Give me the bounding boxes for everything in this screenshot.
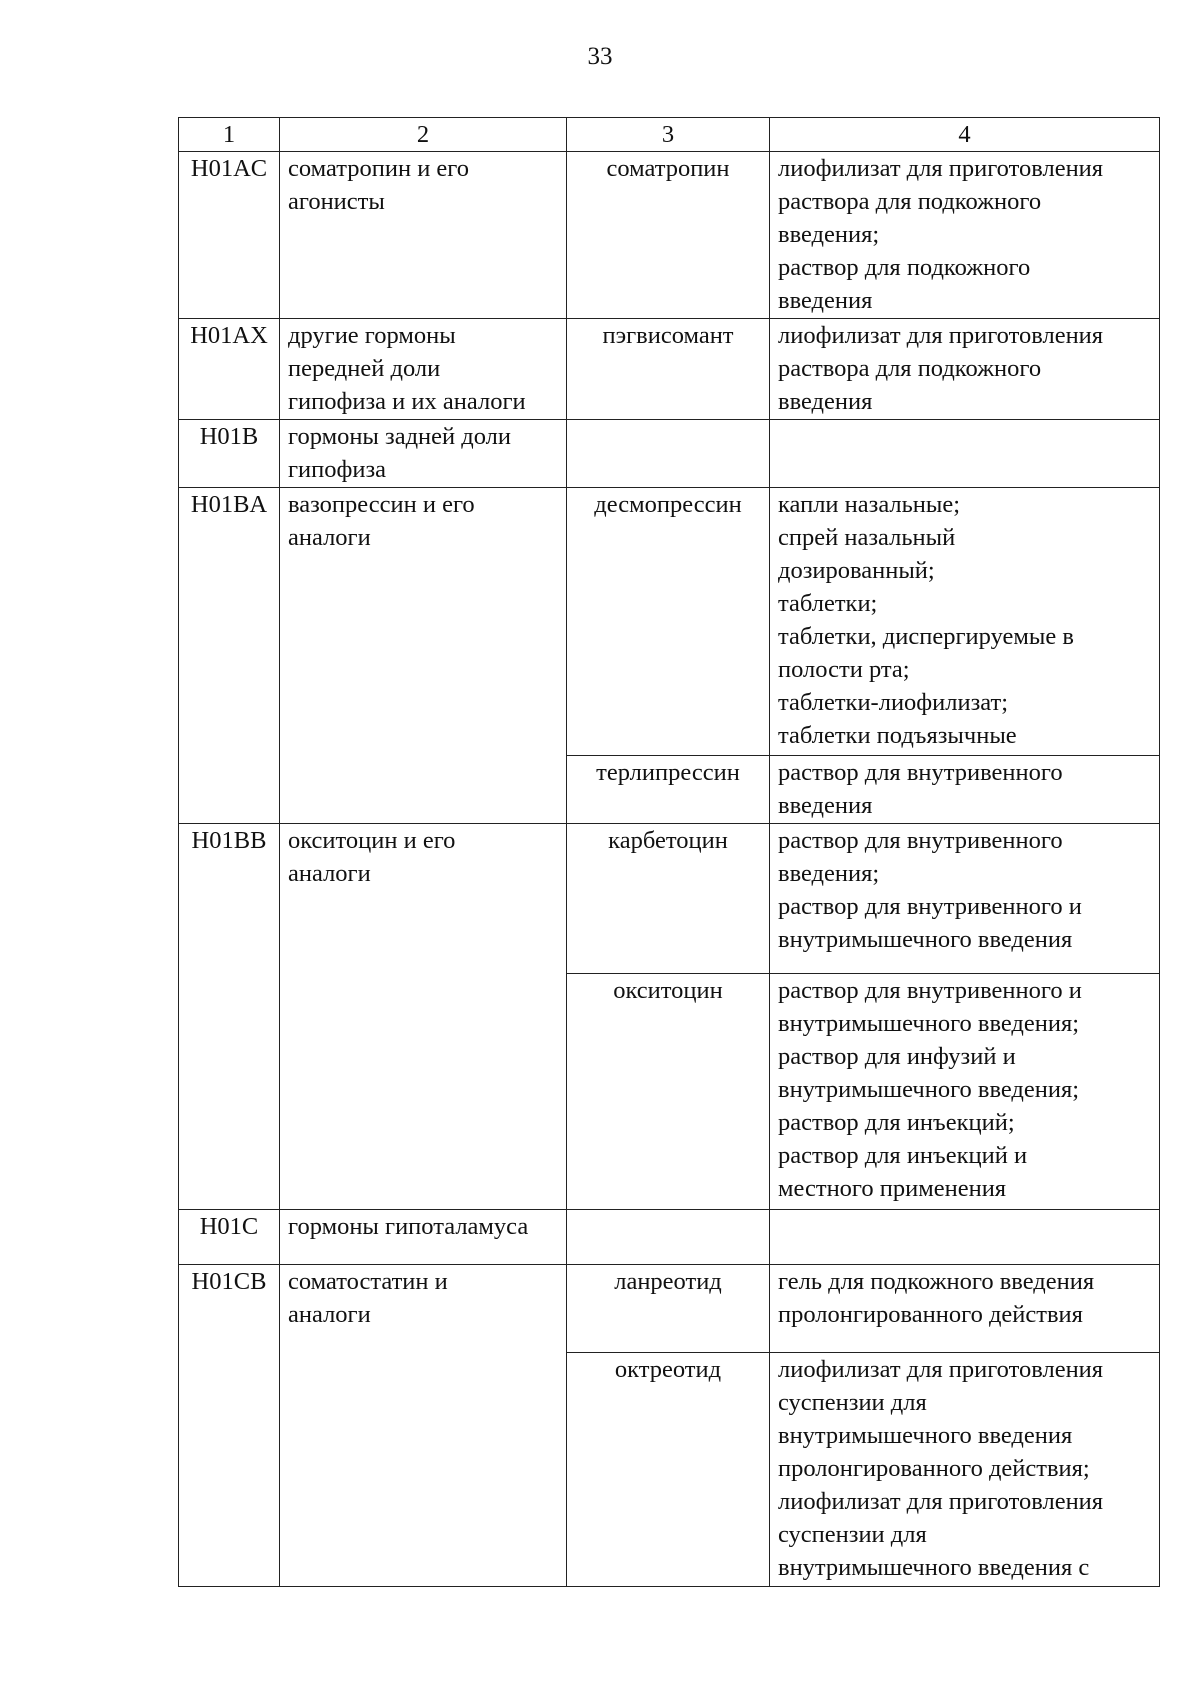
atc-code-cell: H01BA (179, 488, 280, 824)
dosage-form-cell (770, 152, 1160, 319)
text-line: введения; (778, 860, 880, 887)
atc-code-cell: H01BB (179, 824, 280, 1210)
dosage-form-cell (770, 1353, 1160, 1587)
text-line: гормоны гипоталамуса (288, 1213, 529, 1240)
group-name-cell (280, 420, 567, 488)
text-line: суспензии для (778, 1521, 927, 1548)
atc-code-cell: H01AC (179, 152, 280, 319)
text-line: лиофилизат для приготовления (778, 155, 1104, 182)
text-line: введения; (778, 221, 880, 248)
drug-name-cell (567, 1210, 770, 1265)
atc-code-cell: H01C (179, 1210, 280, 1265)
text-line: соматостатин и (288, 1268, 448, 1295)
text-line: аналоги (288, 860, 371, 887)
dosage-form-cell (770, 756, 1160, 824)
text-line: спрей назальный (778, 524, 956, 551)
atc-code-cell: H01B (179, 420, 280, 488)
dosage-form-cell (770, 488, 1160, 756)
text-line: гипофиза (288, 456, 387, 483)
atc-code-cell: H01AX (179, 319, 280, 420)
group-name-cell (280, 488, 567, 824)
table-row (179, 319, 1160, 420)
text-line: внутримышечного введения; (778, 1010, 1080, 1037)
dosage-form-cell (770, 420, 1160, 488)
text-line: окситоцин и его (288, 827, 456, 854)
table-row (179, 824, 1160, 974)
text-line: таблетки; (778, 590, 878, 617)
text-line: введения (778, 792, 873, 819)
text-line: раствор для инъекций и (778, 1142, 1028, 1169)
atc-code-cell: H01CB (179, 1265, 280, 1587)
group-name-cell (280, 152, 567, 319)
text-line: лиофилизат для приготовления (778, 322, 1104, 349)
table-row (179, 152, 1160, 319)
text-line: аналоги (288, 524, 371, 551)
text-line: раствор для подкожного (778, 254, 1031, 281)
text-line: внутримышечного введения (778, 926, 1073, 953)
group-name-cell (280, 824, 567, 1210)
table-header-row (179, 118, 1160, 152)
text-line: таблетки-лиофилизат; (778, 689, 1009, 716)
drug-name-cell: октреотид (567, 1353, 770, 1587)
table-row (179, 420, 1160, 488)
text-line: таблетки, диспергируемые в (778, 623, 1074, 650)
text-line: вазопрессин и его (288, 491, 475, 518)
text-line: соматропин и его (288, 155, 469, 182)
table-row (179, 488, 1160, 756)
dosage-form-cell (770, 1210, 1160, 1265)
text-line: передней доли (288, 355, 441, 382)
drug-name-cell: ланреотид (567, 1265, 770, 1353)
text-line: аналоги (288, 1301, 371, 1328)
text-line: дозированный; (778, 557, 935, 584)
dosage-form-cell (770, 824, 1160, 974)
text-line: таблетки подъязычные (778, 722, 1017, 749)
text-line: пролонгированного действия; (778, 1455, 1090, 1482)
text-line: местного применения (778, 1175, 1007, 1202)
text-line: раствор для инфузий и (778, 1043, 1016, 1070)
text-line: введения (778, 287, 873, 314)
text-line: введения (778, 388, 873, 415)
drug-name-cell: десмопрессин (567, 488, 770, 756)
header-cell: 4 (770, 118, 1160, 152)
text-line: другие гормоны (288, 322, 456, 349)
text-line: внутримышечного введения с (778, 1554, 1090, 1581)
page-number: 33 (587, 43, 613, 70)
text-line: раствор для внутривенного (778, 759, 1063, 786)
drug-name-cell (567, 420, 770, 488)
dosage-form-cell (770, 319, 1160, 420)
group-name-cell (280, 1210, 567, 1265)
header-cell: 3 (567, 118, 770, 152)
text-line: раствора для подкожного (778, 355, 1042, 382)
drug-name-cell: терлипрессин (567, 756, 770, 824)
text-line: гипофиза и их аналоги (288, 388, 526, 415)
header-cell: 1 (179, 118, 280, 152)
text-line: пролонгированного действия (778, 1301, 1083, 1328)
text-line: раствора для подкожного (778, 188, 1042, 215)
drug-name-cell: окситоцин (567, 974, 770, 1210)
dosage-form-cell (770, 1265, 1160, 1353)
table-row (179, 1265, 1160, 1353)
text-line: внутримышечного введения; (778, 1076, 1080, 1103)
text-line: гормоны задней доли (288, 423, 511, 450)
header-cell: 2 (280, 118, 567, 152)
text-line: суспензии для (778, 1389, 927, 1416)
text-line: лиофилизат для приготовления (778, 1356, 1104, 1383)
drug-name-cell: пэгвисомант (567, 319, 770, 420)
drug-name-cell: соматропин (567, 152, 770, 319)
text-line: капли назальные; (778, 491, 961, 518)
text-line: полости рта; (778, 656, 910, 683)
text-line: раствор для внутривенного (778, 827, 1063, 854)
text-line: лиофилизат для приготовления (778, 1488, 1104, 1515)
text-line: раствор для инъекций; (778, 1109, 1015, 1136)
group-name-cell (280, 1265, 567, 1587)
text-line: агонисты (288, 188, 385, 215)
drug-name-cell: карбетоцин (567, 824, 770, 974)
table-row (179, 1210, 1160, 1265)
text-line: внутримышечного введения (778, 1422, 1073, 1449)
group-name-cell (280, 319, 567, 420)
text-line: раствор для внутривенного и (778, 977, 1082, 1004)
text-line: раствор для внутривенного и (778, 893, 1082, 920)
text-line: гель для подкожного введения (778, 1268, 1095, 1295)
dosage-form-cell (770, 974, 1160, 1210)
drug-table (178, 117, 1160, 1587)
